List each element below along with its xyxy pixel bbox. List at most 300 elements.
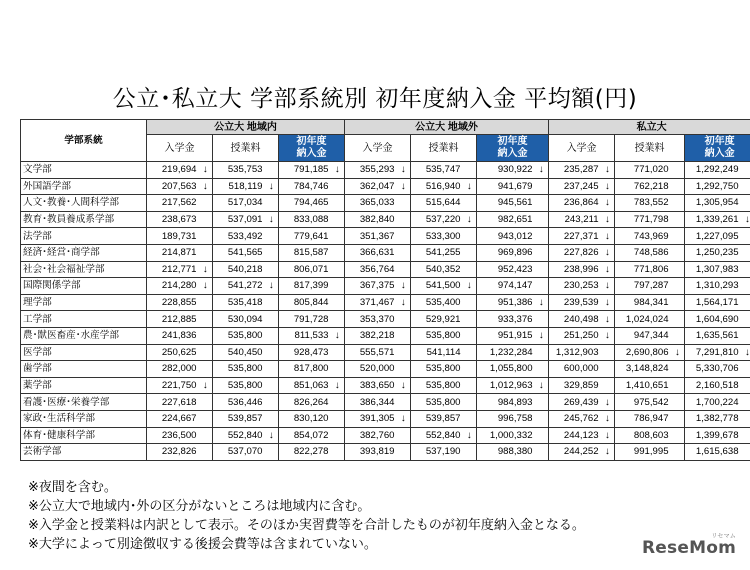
down-arrow-icon xyxy=(331,427,345,444)
down-arrow-icon xyxy=(671,427,685,444)
down-arrow-icon xyxy=(535,178,549,195)
down-arrow-icon xyxy=(397,427,411,444)
down-arrow-icon xyxy=(741,427,750,444)
down-arrow-icon xyxy=(535,427,549,444)
down-arrow-icon xyxy=(741,394,750,411)
down-arrow-icon xyxy=(741,244,750,261)
down-arrow-icon: ↓ xyxy=(397,178,411,195)
value-cell: 235,287 xyxy=(549,162,601,179)
value-cell: 540,450 xyxy=(213,344,265,361)
value-cell: 974,147 xyxy=(477,278,535,295)
value-cell: 1,382,778 xyxy=(685,410,741,427)
value-cell: 227,371 xyxy=(549,228,601,245)
down-arrow-icon xyxy=(535,244,549,261)
value-cell: 535,747 xyxy=(411,162,463,179)
value-cell: 232,826 xyxy=(147,444,199,461)
value-cell: 941,679 xyxy=(477,178,535,195)
value-cell: 351,367 xyxy=(345,228,397,245)
down-arrow-icon xyxy=(397,195,411,212)
down-arrow-icon: ↓ xyxy=(199,278,213,295)
down-arrow-icon: ↓ xyxy=(331,162,345,179)
col-admission: 入学金 xyxy=(549,135,615,162)
down-arrow-icon xyxy=(463,244,477,261)
value-cell: 238,996 xyxy=(549,261,601,278)
value-cell: 535,400 xyxy=(411,294,463,311)
value-cell: 515,644 xyxy=(411,195,463,212)
value-cell: 224,667 xyxy=(147,410,199,427)
down-arrow-icon xyxy=(463,444,477,461)
down-arrow-icon: ↓ xyxy=(601,444,615,461)
down-arrow-icon xyxy=(671,410,685,427)
value-cell: 975,542 xyxy=(615,394,671,411)
col-first-year-total: 初年度 納入金 xyxy=(685,135,750,162)
table-row xyxy=(21,361,750,378)
value-cell: 212,885 xyxy=(147,311,199,328)
value-cell: 1,700,224 xyxy=(685,394,741,411)
down-arrow-icon xyxy=(199,311,213,328)
value-cell: 391,305 xyxy=(345,410,397,427)
value-cell: 353,370 xyxy=(345,311,397,328)
value-cell: 366,631 xyxy=(345,244,397,261)
value-cell: 779,641 xyxy=(279,228,331,245)
down-arrow-icon xyxy=(463,410,477,427)
value-cell: 329,859 xyxy=(549,377,601,394)
down-arrow-icon xyxy=(741,228,750,245)
table-row xyxy=(21,311,750,328)
value-cell: 822,278 xyxy=(279,444,331,461)
down-arrow-icon: ↓ xyxy=(199,377,213,394)
down-arrow-icon xyxy=(671,311,685,328)
down-arrow-icon xyxy=(397,211,411,228)
down-arrow-icon xyxy=(671,361,685,378)
down-arrow-icon xyxy=(331,228,345,245)
down-arrow-icon xyxy=(397,261,411,278)
down-arrow-icon: ↓ xyxy=(601,178,615,195)
value-cell: 535,800 xyxy=(411,394,463,411)
value-cell: 5,330,706 xyxy=(685,361,741,378)
down-arrow-icon xyxy=(671,294,685,311)
value-cell: 808,603 xyxy=(615,427,671,444)
value-cell: 251,250 xyxy=(549,327,601,344)
value-cell: 227,826 xyxy=(549,244,601,261)
down-arrow-icon: ↓ xyxy=(601,261,615,278)
down-arrow-icon: ↓ xyxy=(601,327,615,344)
down-arrow-icon: ↓ xyxy=(601,162,615,179)
down-arrow-icon: ↓ xyxy=(463,278,477,295)
value-cell: 830,120 xyxy=(279,410,331,427)
table-body xyxy=(21,162,750,461)
value-cell: 552,840 xyxy=(213,427,265,444)
down-arrow-icon xyxy=(199,294,213,311)
value-cell: 1,310,293 xyxy=(685,278,741,295)
table-row xyxy=(21,178,750,195)
row-label: 文学部 xyxy=(21,162,147,179)
down-arrow-icon xyxy=(741,377,750,394)
page-title: 公立･私立大 学部系統別 初年度納入金 平均額(円) xyxy=(112,86,638,112)
down-arrow-icon xyxy=(397,228,411,245)
down-arrow-icon xyxy=(199,361,213,378)
value-cell: 991,995 xyxy=(615,444,671,461)
table-row xyxy=(21,294,750,311)
value-cell: 541,272 xyxy=(213,278,265,295)
value-cell: 537,220 xyxy=(411,211,463,228)
value-cell: 996,758 xyxy=(477,410,535,427)
note-line: ※大学によって別途徴収する後援会費等は含まれていない。 xyxy=(28,537,377,552)
value-cell: 371,467 xyxy=(345,294,397,311)
value-cell: 217,562 xyxy=(147,195,199,212)
down-arrow-icon xyxy=(535,394,549,411)
down-arrow-icon: ↓ xyxy=(601,311,615,328)
value-cell: 851,063 xyxy=(279,377,331,394)
value-cell: 7,291,810 xyxy=(685,344,741,361)
down-arrow-icon xyxy=(463,261,477,278)
down-arrow-icon xyxy=(671,394,685,411)
down-arrow-icon xyxy=(741,178,750,195)
down-arrow-icon xyxy=(535,344,549,361)
down-arrow-icon xyxy=(199,444,213,461)
down-arrow-icon xyxy=(741,278,750,295)
value-cell: 541,114 xyxy=(411,344,463,361)
value-cell: 517,034 xyxy=(213,195,265,212)
value-cell: 382,840 xyxy=(345,211,397,228)
value-cell: 533,300 xyxy=(411,228,463,245)
down-arrow-icon xyxy=(741,327,750,344)
row-label: 外国語学部 xyxy=(21,178,147,195)
down-arrow-icon xyxy=(463,394,477,411)
value-cell: 537,190 xyxy=(411,444,463,461)
table-row xyxy=(21,327,750,344)
table-row xyxy=(21,377,750,394)
col-admission: 入学金 xyxy=(147,135,213,162)
row-label: 国際関係学部 xyxy=(21,278,147,295)
down-arrow-icon: ↓ xyxy=(601,394,615,411)
down-arrow-icon xyxy=(331,195,345,212)
row-label: 工学部 xyxy=(21,311,147,328)
down-arrow-icon xyxy=(463,327,477,344)
value-cell: 238,673 xyxy=(147,211,199,228)
value-cell: 552,840 xyxy=(411,427,463,444)
value-cell: 241,836 xyxy=(147,327,199,344)
down-arrow-icon: ↓ xyxy=(601,195,615,212)
down-arrow-icon: ↓ xyxy=(671,344,685,361)
value-cell: 951,386 xyxy=(477,294,535,311)
value-cell: 1,410,651 xyxy=(615,377,671,394)
down-arrow-icon xyxy=(265,444,279,461)
value-cell: 933,376 xyxy=(477,311,535,328)
value-cell: 214,280 xyxy=(147,278,199,295)
value-cell: 535,753 xyxy=(213,162,265,179)
down-arrow-icon xyxy=(601,361,615,378)
down-arrow-icon xyxy=(397,327,411,344)
table-row xyxy=(21,278,750,295)
value-cell: 600,000 xyxy=(549,361,601,378)
group-public-nonlocal: 公立大 地域外 xyxy=(345,120,549,135)
down-arrow-icon xyxy=(199,344,213,361)
col-admission: 入学金 xyxy=(345,135,411,162)
value-cell: 244,123 xyxy=(549,427,601,444)
value-cell: 1,055,800 xyxy=(477,361,535,378)
down-arrow-icon xyxy=(671,261,685,278)
down-arrow-icon: ↓ xyxy=(397,162,411,179)
value-cell: 748,586 xyxy=(615,244,671,261)
value-cell: 805,844 xyxy=(279,294,331,311)
down-arrow-icon: ↓ xyxy=(199,178,213,195)
down-arrow-icon xyxy=(265,410,279,427)
row-label: 経済･経営･商学部 xyxy=(21,244,147,261)
logo-text: ReseMom xyxy=(642,538,736,558)
value-cell: 541,255 xyxy=(411,244,463,261)
value-cell: 783,552 xyxy=(615,195,671,212)
group-public-local: 公立大 地域内 xyxy=(147,120,345,135)
value-cell: 762,218 xyxy=(615,178,671,195)
down-arrow-icon: ↓ xyxy=(397,410,411,427)
down-arrow-icon xyxy=(671,211,685,228)
value-cell: 826,264 xyxy=(279,394,331,411)
value-cell: 951,915 xyxy=(477,327,535,344)
down-arrow-icon xyxy=(397,394,411,411)
down-arrow-icon xyxy=(331,361,345,378)
value-cell: 535,800 xyxy=(411,377,463,394)
value-cell: 530,094 xyxy=(213,311,265,328)
notes xyxy=(28,478,585,554)
value-cell: 239,539 xyxy=(549,294,601,311)
down-arrow-icon xyxy=(535,278,549,295)
row-label: 法学部 xyxy=(21,228,147,245)
down-arrow-icon xyxy=(397,361,411,378)
row-label: 理学部 xyxy=(21,294,147,311)
value-cell: 1,307,983 xyxy=(685,261,741,278)
value-cell: 221,750 xyxy=(147,377,199,394)
down-arrow-icon xyxy=(265,344,279,361)
down-arrow-icon xyxy=(331,344,345,361)
down-arrow-icon xyxy=(397,444,411,461)
down-arrow-icon xyxy=(671,195,685,212)
table-row xyxy=(21,410,750,427)
down-arrow-icon xyxy=(265,311,279,328)
note-line: ※入学金と授業料は内訳として表示。そのほか実習費等を合計したものが初年度納入金となる。 xyxy=(28,518,585,533)
value-cell: 516,940 xyxy=(411,178,463,195)
value-cell: 1,564,171 xyxy=(685,294,741,311)
value-cell: 1,227,095 xyxy=(685,228,741,245)
value-cell: 928,473 xyxy=(279,344,331,361)
down-arrow-icon: ↓ xyxy=(331,377,345,394)
down-arrow-icon xyxy=(331,278,345,295)
down-arrow-icon: ↓ xyxy=(199,261,213,278)
down-arrow-icon xyxy=(671,162,685,179)
value-cell: 1,024,024 xyxy=(615,311,671,328)
value-cell: 393,819 xyxy=(345,444,397,461)
value-cell: 243,211 xyxy=(549,211,601,228)
value-cell: 529,921 xyxy=(411,311,463,328)
down-arrow-icon: ↓ xyxy=(265,278,279,295)
down-arrow-icon: ↓ xyxy=(265,427,279,444)
value-cell: 533,492 xyxy=(213,228,265,245)
group-private: 私立大 xyxy=(549,120,750,135)
value-cell: 236,500 xyxy=(147,427,199,444)
col-tuition: 授業料 xyxy=(213,135,279,162)
down-arrow-icon xyxy=(535,410,549,427)
down-arrow-icon: ↓ xyxy=(601,278,615,295)
down-arrow-icon xyxy=(463,162,477,179)
value-cell: 219,694 xyxy=(147,162,199,179)
value-cell: 518,119 xyxy=(213,178,265,195)
value-cell: 540,352 xyxy=(411,261,463,278)
down-arrow-icon xyxy=(463,195,477,212)
value-cell: 945,561 xyxy=(477,195,535,212)
down-arrow-icon xyxy=(671,278,685,295)
value-cell: 854,072 xyxy=(279,427,331,444)
value-cell: 244,252 xyxy=(549,444,601,461)
value-cell: 1,604,690 xyxy=(685,311,741,328)
table-row xyxy=(21,427,750,444)
value-cell: 282,000 xyxy=(147,361,199,378)
table-row xyxy=(21,261,750,278)
down-arrow-icon xyxy=(199,228,213,245)
down-arrow-icon xyxy=(741,410,750,427)
value-cell: 982,651 xyxy=(477,211,535,228)
value-cell: 815,587 xyxy=(279,244,331,261)
down-arrow-icon: ↓ xyxy=(601,228,615,245)
down-arrow-icon: ↓ xyxy=(397,377,411,394)
down-arrow-icon xyxy=(535,211,549,228)
note-line: ※夜間を含む。 xyxy=(28,480,117,495)
value-cell: 1,250,235 xyxy=(685,244,741,261)
value-cell: 535,800 xyxy=(213,327,265,344)
row-label: 歯学部 xyxy=(21,361,147,378)
value-cell: 984,341 xyxy=(615,294,671,311)
down-arrow-icon xyxy=(741,294,750,311)
down-arrow-icon: ↓ xyxy=(265,178,279,195)
value-cell: 228,855 xyxy=(147,294,199,311)
value-cell: 535,800 xyxy=(411,361,463,378)
table-row xyxy=(21,162,750,179)
down-arrow-icon xyxy=(535,195,549,212)
value-cell: 535,418 xyxy=(213,294,265,311)
down-arrow-icon: ↓ xyxy=(741,344,750,361)
down-arrow-icon xyxy=(601,344,615,361)
value-cell: 537,091 xyxy=(213,211,265,228)
value-cell: 539,857 xyxy=(213,410,265,427)
down-arrow-icon xyxy=(265,294,279,311)
value-cell: 791,728 xyxy=(279,311,331,328)
value-cell: 356,764 xyxy=(345,261,397,278)
row-label: 薬学部 xyxy=(21,377,147,394)
down-arrow-icon xyxy=(199,327,213,344)
down-arrow-icon xyxy=(265,261,279,278)
value-cell: 969,896 xyxy=(477,244,535,261)
table-row xyxy=(21,244,750,261)
down-arrow-icon xyxy=(397,344,411,361)
down-arrow-icon xyxy=(331,410,345,427)
down-arrow-icon xyxy=(601,377,615,394)
row-label: 医学部 xyxy=(21,344,147,361)
down-arrow-icon xyxy=(199,410,213,427)
value-cell: 555,571 xyxy=(345,344,397,361)
row-label: 家政･生活科学部 xyxy=(21,410,147,427)
row-label: 人文･教養･人間科学部 xyxy=(21,195,147,212)
down-arrow-icon xyxy=(671,244,685,261)
down-arrow-icon: ↓ xyxy=(535,162,549,179)
value-cell: 365,033 xyxy=(345,195,397,212)
value-cell: 536,446 xyxy=(213,394,265,411)
col-first-year-total: 初年度 納入金 xyxy=(279,135,345,162)
value-cell: 1,000,332 xyxy=(477,427,535,444)
value-cell: 817,399 xyxy=(279,278,331,295)
down-arrow-icon xyxy=(535,261,549,278)
value-cell: 1,615,638 xyxy=(685,444,741,461)
value-cell: 355,293 xyxy=(345,162,397,179)
down-arrow-icon xyxy=(671,377,685,394)
down-arrow-icon: ↓ xyxy=(535,327,549,344)
logo-sub: リセマム xyxy=(711,533,736,540)
table-row xyxy=(21,228,750,245)
value-cell: 240,498 xyxy=(549,311,601,328)
value-cell: 236,864 xyxy=(549,195,601,212)
down-arrow-icon xyxy=(535,361,549,378)
value-cell: 386,344 xyxy=(345,394,397,411)
down-arrow-icon: ↓ xyxy=(463,178,477,195)
value-cell: 771,020 xyxy=(615,162,671,179)
value-cell: 833,088 xyxy=(279,211,331,228)
value-cell: 947,344 xyxy=(615,327,671,344)
down-arrow-icon: ↓ xyxy=(535,294,549,311)
down-arrow-icon xyxy=(463,228,477,245)
down-arrow-icon xyxy=(741,162,750,179)
value-cell: 1,339,261 xyxy=(685,211,741,228)
value-cell: 806,071 xyxy=(279,261,331,278)
value-cell: 2,160,518 xyxy=(685,377,741,394)
value-cell: 1,635,561 xyxy=(685,327,741,344)
value-cell: 250,625 xyxy=(147,344,199,361)
down-arrow-icon xyxy=(265,195,279,212)
col-first-year-total: 初年度 納入金 xyxy=(477,135,549,162)
down-arrow-icon xyxy=(331,244,345,261)
value-cell: 535,800 xyxy=(411,327,463,344)
down-arrow-icon xyxy=(535,444,549,461)
down-arrow-icon xyxy=(199,244,213,261)
down-arrow-icon xyxy=(265,377,279,394)
row-label: 農･獣医畜産･水産学部 xyxy=(21,327,147,344)
down-arrow-icon xyxy=(331,211,345,228)
down-arrow-icon: ↓ xyxy=(199,162,213,179)
down-arrow-icon: ↓ xyxy=(601,294,615,311)
value-cell: 540,218 xyxy=(213,261,265,278)
down-arrow-icon: ↓ xyxy=(265,211,279,228)
value-cell: 3,148,824 xyxy=(615,361,671,378)
down-arrow-icon xyxy=(265,162,279,179)
table-row xyxy=(21,444,750,461)
down-arrow-icon xyxy=(463,377,477,394)
value-cell: 382,760 xyxy=(345,427,397,444)
down-arrow-icon xyxy=(671,228,685,245)
down-arrow-icon: ↓ xyxy=(397,278,411,295)
value-cell: 952,423 xyxy=(477,261,535,278)
fees-table xyxy=(20,119,750,461)
value-cell: 943,012 xyxy=(477,228,535,245)
value-cell: 535,800 xyxy=(213,377,265,394)
down-arrow-icon xyxy=(463,294,477,311)
row-label: 教育･教員養成系学部 xyxy=(21,211,147,228)
value-cell: 539,857 xyxy=(411,410,463,427)
down-arrow-icon: ↓ xyxy=(741,211,750,228)
down-arrow-icon xyxy=(199,195,213,212)
down-arrow-icon xyxy=(671,327,685,344)
down-arrow-icon xyxy=(535,228,549,245)
down-arrow-icon: ↓ xyxy=(601,244,615,261)
row-label: 芸術学部 xyxy=(21,444,147,461)
value-cell: 2,690,806 xyxy=(615,344,671,361)
down-arrow-icon: ↓ xyxy=(535,377,549,394)
